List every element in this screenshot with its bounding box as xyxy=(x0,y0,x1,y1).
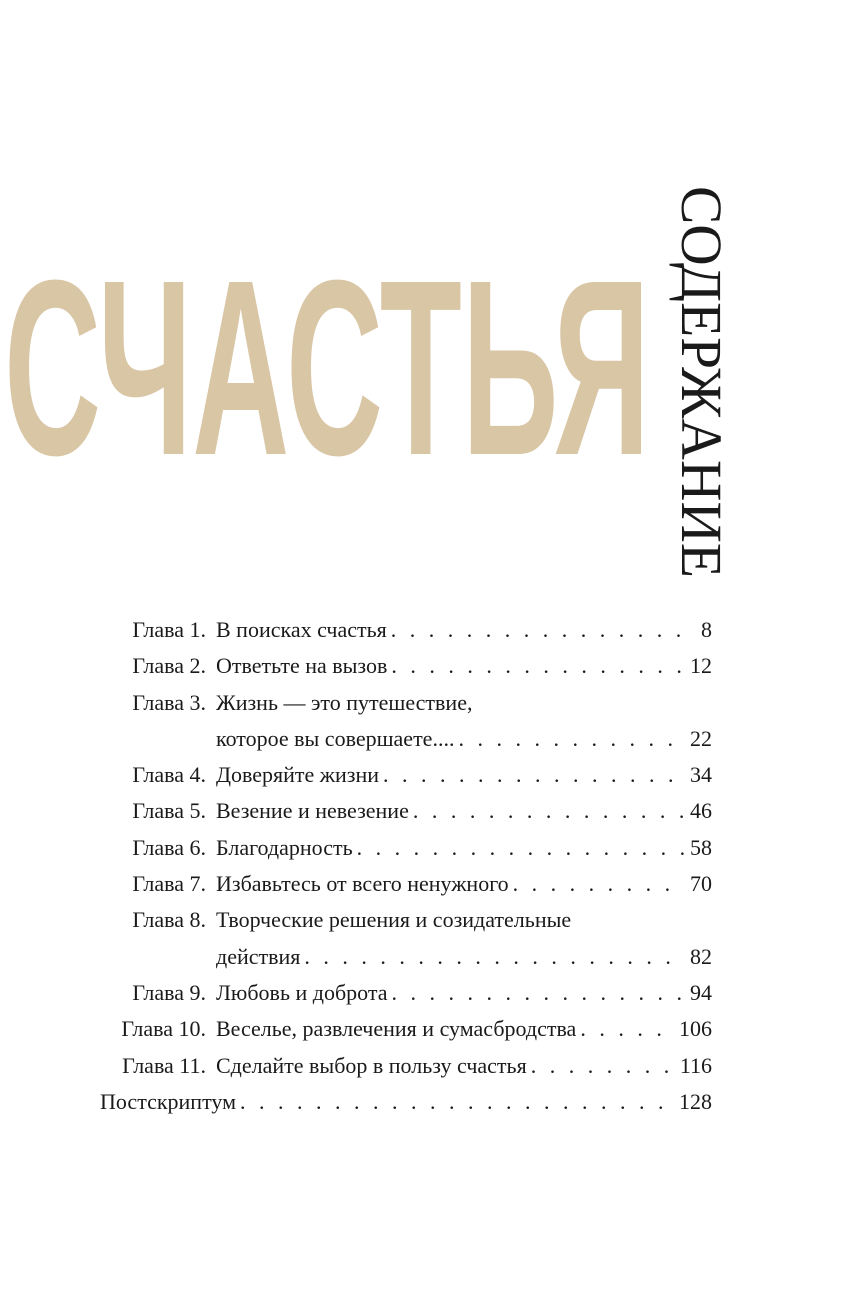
toc-chapter-title: которое вы совершаете.... xyxy=(216,725,455,751)
toc-entry-postscript[interactable] xyxy=(100,1084,720,1120)
toc-leader-dots xyxy=(531,1048,674,1084)
toc-page-number: 8 xyxy=(701,617,712,642)
toc-entry[interactable] xyxy=(100,1011,720,1047)
toc-chapter-title: Любовь и доброта xyxy=(216,979,388,1005)
toc-page-number: 82 xyxy=(690,943,712,969)
toc-page-number: 34 xyxy=(690,762,712,788)
toc-entry[interactable] xyxy=(100,648,720,684)
toc-entry[interactable] xyxy=(100,975,720,1011)
toc-chapter-title: Творческие решения и созидательные xyxy=(216,907,572,933)
toc-chapter-title: Везение и невезение xyxy=(216,798,409,824)
toc-chapter-label: Глава 10. xyxy=(121,1016,206,1042)
toc-entry[interactable] xyxy=(100,612,720,648)
toc-leader-dots xyxy=(392,975,685,1011)
toc-chapter-title: Благодарность xyxy=(216,834,353,860)
decorative-title-text: СЧАСТЬЯ xyxy=(4,228,650,507)
toc-chapter-label: Глава 3. xyxy=(132,689,206,715)
toc-leader-dots xyxy=(383,757,684,793)
toc-chapter-label: Глава 7. xyxy=(132,871,206,897)
toc-entry[interactable] xyxy=(100,902,720,938)
toc-page-number: 46 xyxy=(690,798,712,824)
toc-postscript-label: Постскриптум xyxy=(100,1088,237,1114)
toc-chapter-label: Глава 8. xyxy=(132,907,206,933)
toc-chapter-title: Сделайте выбор в пользу счастья xyxy=(216,1052,527,1078)
toc-chapter-title: Жизнь — это путешествие, xyxy=(216,689,473,715)
toc-chapter-title: действия xyxy=(216,943,301,969)
toc-chapter-label: Глава 11. xyxy=(122,1052,206,1078)
contents-heading xyxy=(669,186,734,582)
toc-page-number: 22 xyxy=(690,725,712,751)
toc-entry-continuation[interactable] xyxy=(100,939,720,975)
toc-page-number: 116 xyxy=(679,1052,712,1078)
toc-entry-continuation[interactable] xyxy=(100,721,720,757)
toc-chapter-label: Глава 5. xyxy=(132,798,206,824)
toc-chapter-title: Избавьтесь от всего ненужного xyxy=(216,871,509,897)
contents-heading-text: СОДЕРЖАНИЕ xyxy=(669,186,734,582)
toc-entry[interactable] xyxy=(100,685,720,721)
toc-chapter-label: Глава 9. xyxy=(132,979,206,1005)
toc-chapter-label: Глава 4. xyxy=(132,762,206,788)
toc-chapter-label: Глава 6. xyxy=(132,834,206,860)
toc-page-number: 128 xyxy=(679,1088,712,1114)
toc-page-number: 106 xyxy=(679,1016,712,1042)
toc-entry[interactable] xyxy=(100,866,720,902)
toc-entry[interactable] xyxy=(100,757,720,793)
toc-page-number: 12 xyxy=(690,653,712,679)
toc-chapter-label: Глава 1. xyxy=(132,617,206,642)
toc-page-number: 58 xyxy=(690,834,712,860)
toc-leader-dots xyxy=(391,612,690,648)
table-of-contents xyxy=(100,612,720,1120)
toc-chapter-title: Ответьте на вызов xyxy=(216,653,388,679)
toc-leader-dots xyxy=(580,1011,673,1047)
toc-leader-dots xyxy=(240,1084,673,1120)
toc-leader-dots xyxy=(391,648,684,684)
decorative-title-word xyxy=(4,228,654,507)
toc-chapter-title: Доверяйте жизни xyxy=(216,762,380,788)
toc-chapter-title: В поисках счастья xyxy=(216,617,387,642)
toc-chapter-title: Веселье, развлечения и сумасбродства xyxy=(216,1016,577,1042)
toc-page-number: 94 xyxy=(690,979,712,1005)
toc-entry[interactable] xyxy=(100,830,720,866)
toc-leader-dots xyxy=(413,793,684,829)
toc-page-number: 70 xyxy=(690,871,712,897)
toc-entry[interactable] xyxy=(100,1048,720,1084)
toc-leader-dots xyxy=(458,721,684,757)
toc-leader-dots xyxy=(304,939,684,975)
toc-chapter-label: Глава 2. xyxy=(132,653,206,679)
toc-entry[interactable] xyxy=(100,793,720,829)
toc-leader-dots xyxy=(513,866,684,902)
toc-leader-dots xyxy=(357,830,684,866)
